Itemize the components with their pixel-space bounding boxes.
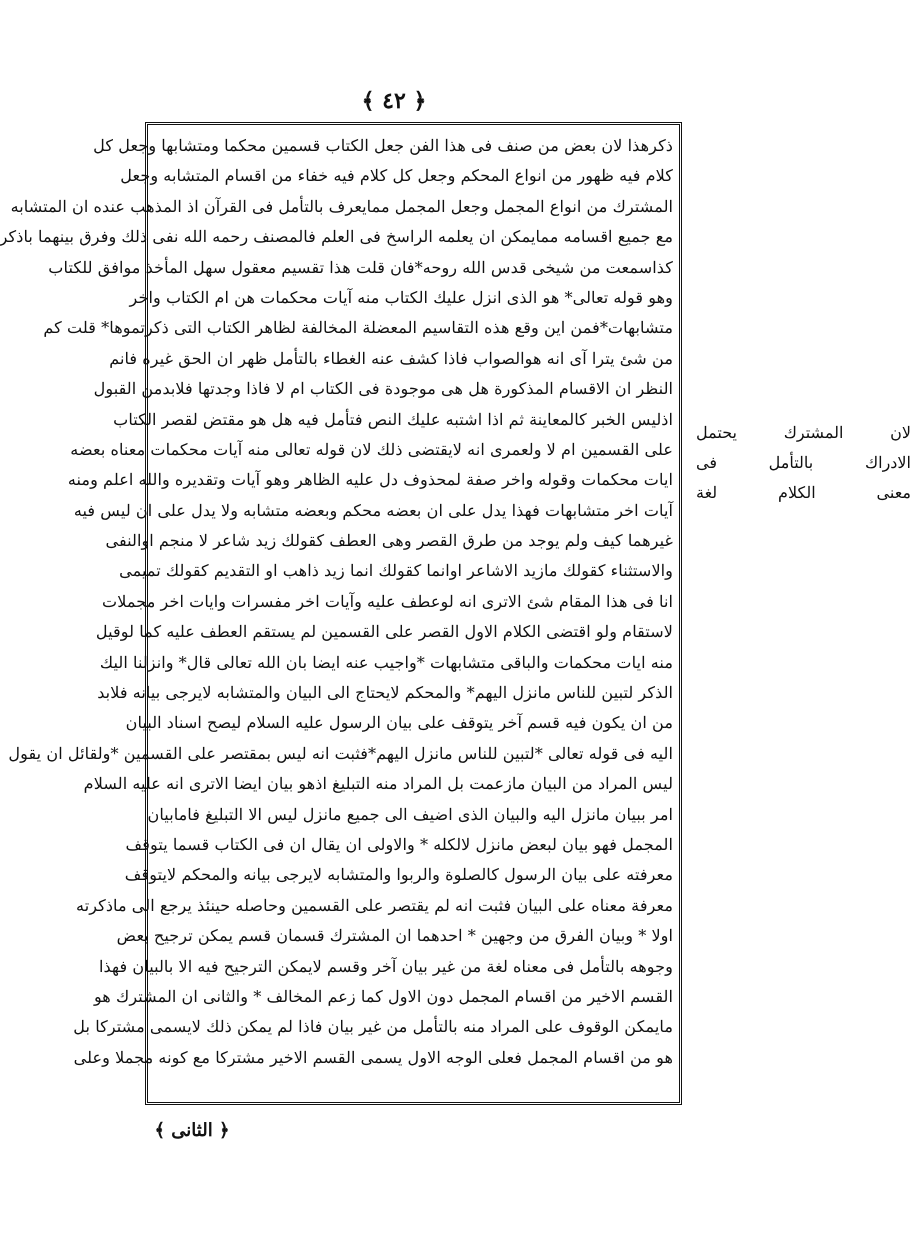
text-line: القسم الاخير من اقسام المجمل دون الاول كما زعم المخالف * والثانى ان المشترك هو [93,986,673,1006]
main-text-body [0,131,673,1096]
text-line: مع جميع اقسامه ممايمكن ان يعلمه الراسخ فى العلم فالمصنف رحمه الله نفى ذلك وفرق بينهما باذكر [0,227,673,247]
text-line: كلام فيه ظهور من انواع المحكم وجعل كل كلام فيه خفاء من اقسام المتشابه وجعل [120,166,673,186]
text-line: النظر ان الاقسام المذكورة هل هى موجودة فى الكتاب ام لا فاذا وجدتها فلابدمن القبول [93,379,673,399]
text-line: غيرهما كيف ولم يوجد من طرق القصر وهى العطف كقولك زيد شاعر لا منجم اوالنفى [105,531,673,551]
margin-note [696,418,911,508]
text-line: من شئ يترا آى انه هوالصواب فاذا كشف عنه الغطاء بالتأمل ظهر ان الحق غيره فانم [109,348,673,368]
text-line: ايات محكمات وقوله واخر صفة لمحذوف دل عليه الظاهر وهو آيات وتقديره والله اعلم ومنه [67,470,673,490]
page-number: ﴿ ٤٢ ﴾ [361,88,427,114]
text-line: معرفته على بيان الرسول كالصلوة والربوا والمتشابه لايرجى بيانه والمحكم لايتوقف [124,865,673,885]
margin-note-line: معنى الكلام لغة [696,483,911,502]
text-line: انا فى هذا المقام شئ الاترى انه لوعطف عليه وآيات اخر مفسرات وايات اخر مجملات [101,591,673,611]
text-line: على القسمين ام لا ولعمرى انه لايقتضى ذلك لان قوله تعالى منه آيات محكمات معناه بعضه [70,439,673,459]
text-line: والاستثناء كقولك مازيد الاشاعر اوانما كقولك انما زيد ذاهب او التقديم كقولك تميمى [119,561,673,581]
text-line: من ان يكون فيه قسم آخر يتوقف على بيان الرسول عليه السلام ليصح اسناد البيان [125,713,673,733]
text-line: وجوهه بالتأمل فى معناه لغة من غير بيان آخر وقسم لايمكن الترجيح فيه الا بالبيان فهذا [99,956,673,976]
text-line: الذكر لتبين للناس مانزل اليهم* والمحكم لايحتاج الى البيان والمتشابه لايرجى بيانه فلابد [97,683,673,703]
text-line: ذكرهذا لان بعض من صنف فى هذا الفن جعل الكتاب قسمين محكما ومتشابها وجعل كل [93,136,673,155]
main-text-frame [0,122,682,1105]
text-line: المجمل فهو بيان لبعض مانزل لالكله * والاولى ان يقال ان فى الكتاب قسما يتوقف [125,834,673,854]
text-line: المشترك من انواع المجمل وجعل المجمل ممايعرف بالتأمل فى القرآن اذ المذهب عنده ان المتشابه [10,196,673,216]
text-line: اليه فى قوله تعالى *لتبين للناس مانزل اليهم*فثبت انه ليس بمقتصر على القسمين *ولقائل ان يقول [8,743,673,763]
text-line: منه ايات محكمات والباقى متشابهات *واجيب عنه ايضا بان الله تعالى قال* وانزلنا اليك [99,652,673,672]
text-line: كذاسمعت من شيخى قدس الله روحه*فان قلت هذا تقسيم معقول سهل المأخذ موافق للكتاب [48,257,673,277]
margin-note-line: لان المشترك يحتمل [696,423,911,442]
text-line: هو من اقسام المجمل فعلى الوجه الاول يسمى القسم الاخير مشتركا مع كونه مجملا وعلى [73,1047,673,1067]
text-line: آيات اخر متشابهات فهذا يدل على ان بعضه محكم وبعضه متشابه ولا يدل على ان ليس فيه [73,500,673,520]
text-line: وهو قوله تعالى* هو الذى انزل عليك الكتاب منه آيات محكمات هن ام الكتاب واخر [129,287,673,307]
text-line: اولا * وبيان الفرق من وجهين * احدهما ان المشترك قسمان قسم يمكن ترجيح بعض [116,926,673,946]
text-line: متشابهات*فمن اين وقع هذه التقاسيم المعضلة المخالفة لظاهر الكتاب التى ذكرتموها* قلت كم [43,318,673,338]
catchword: ﴿ الثانى ﴾ [154,1120,230,1141]
text-line: اذليس الخبر كالمعاينة ثم اذا اشتبه عليك النص فتأمل فيه هل هو مقتض لقصر الكتاب [113,409,673,429]
text-line: امر ببيان مانزل اليه والبيان الذى اضيف الى جميع مانزل ليس الا التبليغ فامابيان [147,804,673,824]
margin-note-line: الادراك بالتأمل فى [696,453,911,472]
text-line: مايمكن الوقوف على المراد منه بالتأمل من غير بيان فاذا لم يمكن ذلك لايسمى مشتركا بل [73,1017,673,1037]
text-line: معرفة معناه على البيان فثبت انه لم يقتصر على القسمين وحاصله حينئذ يرجع الى ماذكرته [76,895,673,915]
text-line: لاستقام ولو اقتضى الكلام الاول القصر على القسمين لم يستقم العطف عليه كما لوقيل [95,622,673,642]
text-line: ليس المراد من البيان مازعمت بل المراد منه التبليغ اذهو بيان ايضا الاترى انه عليه السلام [83,774,673,794]
